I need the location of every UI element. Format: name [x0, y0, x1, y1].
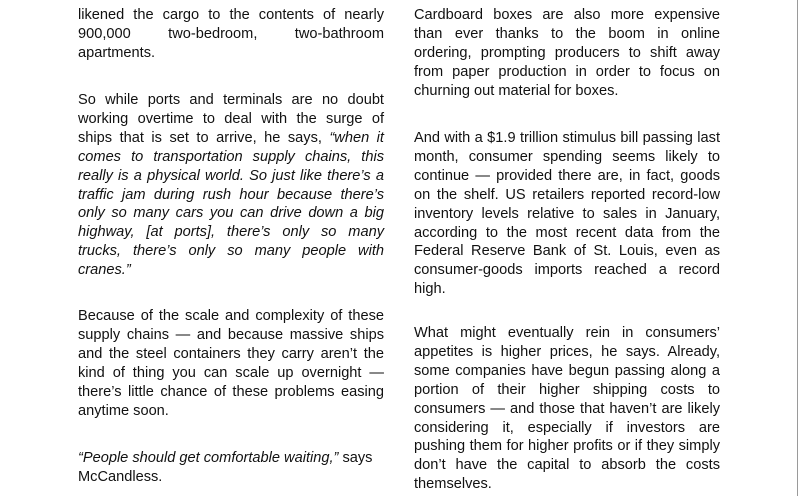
left-paragraph-4-text: says McCandless. — [78, 450, 373, 485]
left-paragraph-2-quote: “when it comes to transportation supply chains, this really is a physical world. So just like there’s a traffic jam during rush hour because there’s only so many cars you can drive down a big highway, [at ports], there’s only so many trucks, there’s only so many people with cranes.” — [78, 129, 384, 279]
left-paragraph-4 — [78, 449, 384, 487]
left-paragraph-1: likened the cargo to the contents of nearly 900,000 two-bedroom, two-bathroom apartments. — [78, 7, 384, 61]
left-paragraph-2 — [78, 91, 384, 280]
right-paragraph-1: Cardboard boxes are also more expensive than ever thanks to the boom in online ordering, prompting producers to shift away from paper production in order to focus on churning out material for boxes. — [414, 7, 720, 99]
left-paragraph-2-text: So while ports and terminals are no doubt working overtime to deal with the surge of ships that is set to arrive, he says, — [78, 92, 384, 146]
right-paragraph-3: What might eventually rein in consumers’ appetites is higher prices, he says. Already, some companies have begun passing along a portion of their higher shipping costs to consumers — and those that haven’t are likely considering it, especially if investors are pushing them for higher profits or if they simply don’t have the capital to absorb the costs themselves. — [414, 325, 720, 493]
right-paragraph-2: And with a $1.9 trillion stimulus bill passing last month, consumer spending seems likely to continue — provided there are, in fact, goods on the shelf. US retailers reported record-low inventory levels relative to sales in January, according to the most recent data from the Federal Reserve Bank of St. Louis, even as consumer-goods imports reached a record high. — [414, 130, 720, 298]
left-paragraph-3: Because of the scale and complexity of these supply chains — and because massive ships and the steel containers they carry aren’t the kind of thing you can scale up overnight — there’s little chance of these problems easing anytime soon. — [78, 308, 384, 419]
left-paragraph-4-quote: “People should get comfortable waiting,” — [78, 450, 339, 466]
